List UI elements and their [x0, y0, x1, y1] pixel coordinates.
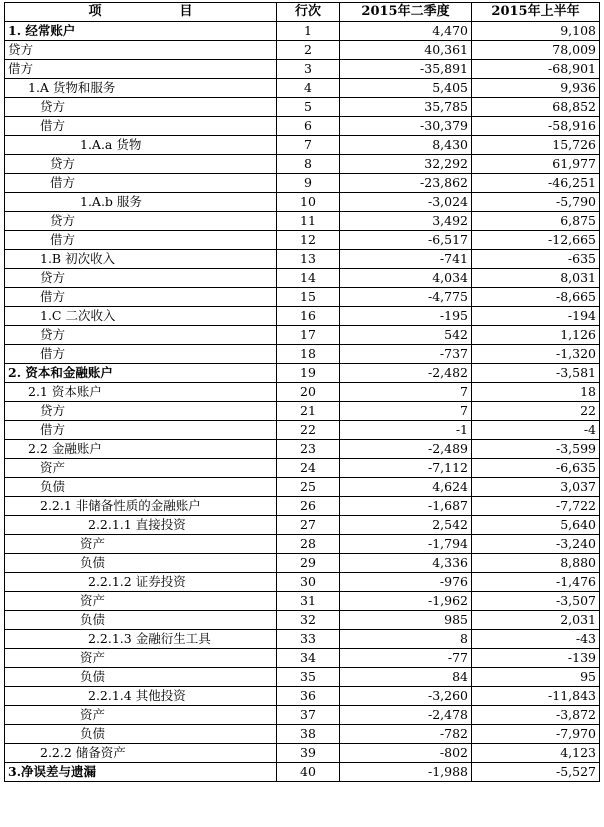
row-item-label: 借方 — [5, 174, 277, 193]
row-item-label: 贷方 — [5, 402, 277, 421]
row-h1-value: -58,916 — [472, 117, 600, 136]
row-line-number: 28 — [277, 535, 340, 554]
row-item-label: 1.C 二次收入 — [5, 307, 277, 326]
row-q2-value: -3,024 — [340, 193, 472, 212]
row-q2-value: 8,430 — [340, 136, 472, 155]
table-row — [5, 79, 600, 98]
row-h1-value: 6,875 — [472, 212, 600, 231]
table-row — [5, 345, 600, 364]
table-row — [5, 459, 600, 478]
row-h1-value: -7,970 — [472, 725, 600, 744]
table-row — [5, 554, 600, 573]
row-item-label: 借方 — [5, 117, 277, 136]
row-item-label: 2.2.1.1 直接投资 — [5, 516, 277, 535]
row-line-number: 14 — [277, 269, 340, 288]
row-line-number: 11 — [277, 212, 340, 231]
table-row — [5, 478, 600, 497]
row-h1-value: 5,640 — [472, 516, 600, 535]
row-line-number: 5 — [277, 98, 340, 117]
row-q2-value: 84 — [340, 668, 472, 687]
row-q2-value: -23,862 — [340, 174, 472, 193]
row-item-label: 负债 — [5, 668, 277, 687]
row-q2-value: -782 — [340, 725, 472, 744]
row-q2-value: -1,794 — [340, 535, 472, 554]
row-h1-value: 8,880 — [472, 554, 600, 573]
row-item-label: 贷方 — [5, 212, 277, 231]
table-row — [5, 592, 600, 611]
row-q2-value: -1,687 — [340, 497, 472, 516]
row-h1-value: 3,037 — [472, 478, 600, 497]
row-line-number: 38 — [277, 725, 340, 744]
row-item-label: 2.1 资本账户 — [5, 383, 277, 402]
row-line-number: 9 — [277, 174, 340, 193]
row-item-label: 2.2 金融账户 — [5, 440, 277, 459]
row-h1-value: 4,123 — [472, 744, 600, 763]
row-h1-value: -1,320 — [472, 345, 600, 364]
header-item-left: 项 — [88, 4, 102, 19]
table-row — [5, 535, 600, 554]
row-h1-value: -5,527 — [472, 763, 600, 782]
row-line-number: 32 — [277, 611, 340, 630]
row-line-number: 23 — [277, 440, 340, 459]
row-h1-value: -139 — [472, 649, 600, 668]
row-item-label: 资产 — [5, 459, 277, 478]
row-h1-value: 15,726 — [472, 136, 600, 155]
row-q2-value: -2,478 — [340, 706, 472, 725]
row-q2-value: 542 — [340, 326, 472, 345]
table-row — [5, 516, 600, 535]
row-line-number: 31 — [277, 592, 340, 611]
row-line-number: 36 — [277, 687, 340, 706]
row-item-label: 2. 资本和金融账户 — [5, 364, 277, 383]
row-item-label: 贷方 — [5, 98, 277, 117]
row-h1-value: 68,852 — [472, 98, 600, 117]
row-item-label: 资产 — [5, 649, 277, 668]
table-row — [5, 250, 600, 269]
row-item-label: 1.A 货物和服务 — [5, 79, 277, 98]
table-row — [5, 573, 600, 592]
row-line-number: 16 — [277, 307, 340, 326]
row-h1-value: 2,031 — [472, 611, 600, 630]
balance-of-payments-table — [4, 2, 600, 782]
row-line-number: 10 — [277, 193, 340, 212]
table-row — [5, 174, 600, 193]
row-item-label: 1.A.a 货物 — [5, 136, 277, 155]
row-item-label: 贷方 — [5, 269, 277, 288]
row-q2-value: 8 — [340, 630, 472, 649]
row-q2-value: -1 — [340, 421, 472, 440]
row-line-number: 8 — [277, 155, 340, 174]
row-line-number: 30 — [277, 573, 340, 592]
row-q2-value: -77 — [340, 649, 472, 668]
row-line-number: 18 — [277, 345, 340, 364]
row-q2-value: 40,361 — [340, 41, 472, 60]
row-h1-value: 9,108 — [472, 22, 600, 41]
header-q2: 2015年二季度 — [340, 3, 472, 22]
header-line: 行次 — [277, 3, 340, 22]
row-item-label: 负债 — [5, 554, 277, 573]
row-item-label: 1. 经常账户 — [5, 22, 277, 41]
row-line-number: 39 — [277, 744, 340, 763]
row-h1-value: 8,031 — [472, 269, 600, 288]
table-row — [5, 725, 600, 744]
row-h1-value: -11,843 — [472, 687, 600, 706]
row-item-label: 2.2.1.2 证券投资 — [5, 573, 277, 592]
row-q2-value: 5,405 — [340, 79, 472, 98]
row-line-number: 21 — [277, 402, 340, 421]
table-body — [5, 22, 600, 782]
row-item-label: 负债 — [5, 478, 277, 497]
table-row — [5, 744, 600, 763]
table-row — [5, 440, 600, 459]
table-row — [5, 326, 600, 345]
row-line-number: 26 — [277, 497, 340, 516]
table-row — [5, 706, 600, 725]
row-line-number: 19 — [277, 364, 340, 383]
header-item — [5, 3, 277, 22]
table-row — [5, 60, 600, 79]
table-row — [5, 687, 600, 706]
table-row — [5, 763, 600, 782]
table-row — [5, 630, 600, 649]
row-item-label: 资产 — [5, 706, 277, 725]
row-h1-value: -3,872 — [472, 706, 600, 725]
row-q2-value: -741 — [340, 250, 472, 269]
row-item-label: 1.B 初次收入 — [5, 250, 277, 269]
row-q2-value: -2,482 — [340, 364, 472, 383]
row-item-label: 贷方 — [5, 326, 277, 345]
row-h1-value: -7,722 — [472, 497, 600, 516]
row-h1-value: -43 — [472, 630, 600, 649]
row-line-number: 6 — [277, 117, 340, 136]
table-row — [5, 212, 600, 231]
table-row — [5, 497, 600, 516]
row-line-number: 17 — [277, 326, 340, 345]
row-h1-value: -12,665 — [472, 231, 600, 250]
row-item-label: 贷方 — [5, 41, 277, 60]
row-item-label: 资产 — [5, 535, 277, 554]
row-item-label: 3.净误差与遗漏 — [5, 763, 277, 782]
row-h1-value: -194 — [472, 307, 600, 326]
row-item-label: 2.2.2 储备资产 — [5, 744, 277, 763]
table-row — [5, 231, 600, 250]
header-row — [5, 3, 600, 22]
row-h1-value: -3,581 — [472, 364, 600, 383]
row-line-number: 1 — [277, 22, 340, 41]
row-h1-value: -4 — [472, 421, 600, 440]
row-h1-value: -3,240 — [472, 535, 600, 554]
table-row — [5, 136, 600, 155]
row-line-number: 33 — [277, 630, 340, 649]
row-q2-value: -1,988 — [340, 763, 472, 782]
row-item-label: 借方 — [5, 345, 277, 364]
row-q2-value: -30,379 — [340, 117, 472, 136]
row-item-label: 借方 — [5, 421, 277, 440]
table-row — [5, 649, 600, 668]
header-item-right: 目 — [179, 4, 193, 19]
row-q2-value: 7 — [340, 402, 472, 421]
row-h1-value: 95 — [472, 668, 600, 687]
row-q2-value: -6,517 — [340, 231, 472, 250]
row-h1-value: -5,790 — [472, 193, 600, 212]
row-line-number: 35 — [277, 668, 340, 687]
table-row — [5, 98, 600, 117]
row-q2-value: 4,470 — [340, 22, 472, 41]
table-row — [5, 269, 600, 288]
row-line-number: 29 — [277, 554, 340, 573]
row-line-number: 34 — [277, 649, 340, 668]
table-row — [5, 155, 600, 174]
row-h1-value: 1,126 — [472, 326, 600, 345]
table-row — [5, 402, 600, 421]
row-line-number: 25 — [277, 478, 340, 497]
row-item-label: 借方 — [5, 288, 277, 307]
row-line-number: 40 — [277, 763, 340, 782]
row-item-label: 借方 — [5, 231, 277, 250]
row-q2-value: 3,492 — [340, 212, 472, 231]
table-row — [5, 22, 600, 41]
row-item-label: 贷方 — [5, 155, 277, 174]
table-row — [5, 383, 600, 402]
row-q2-value: -802 — [340, 744, 472, 763]
row-q2-value: -2,489 — [340, 440, 472, 459]
table-row — [5, 193, 600, 212]
row-line-number: 24 — [277, 459, 340, 478]
table-row — [5, 364, 600, 383]
row-q2-value: -195 — [340, 307, 472, 326]
row-line-number: 12 — [277, 231, 340, 250]
row-item-label: 2.2.1.4 其他投资 — [5, 687, 277, 706]
row-q2-value: -3,260 — [340, 687, 472, 706]
row-h1-value: -3,599 — [472, 440, 600, 459]
row-q2-value: -7,112 — [340, 459, 472, 478]
row-line-number: 7 — [277, 136, 340, 155]
row-q2-value: 35,785 — [340, 98, 472, 117]
row-item-label: 2.2.1.3 金融衍生工具 — [5, 630, 277, 649]
row-h1-value: 22 — [472, 402, 600, 421]
row-q2-value: -1,962 — [340, 592, 472, 611]
row-line-number: 27 — [277, 516, 340, 535]
row-item-label: 资产 — [5, 592, 277, 611]
row-q2-value: 4,336 — [340, 554, 472, 573]
row-q2-value: 7 — [340, 383, 472, 402]
header-h1: 2015年上半年 — [472, 3, 600, 22]
row-h1-value: -3,507 — [472, 592, 600, 611]
row-h1-value: -46,251 — [472, 174, 600, 193]
row-h1-value: -1,476 — [472, 573, 600, 592]
row-line-number: 2 — [277, 41, 340, 60]
row-q2-value: -737 — [340, 345, 472, 364]
row-q2-value: 985 — [340, 611, 472, 630]
row-h1-value: -6,635 — [472, 459, 600, 478]
row-h1-value: 61,977 — [472, 155, 600, 174]
row-q2-value: 32,292 — [340, 155, 472, 174]
table-row — [5, 307, 600, 326]
row-item-label: 1.A.b 服务 — [5, 193, 277, 212]
row-line-number: 13 — [277, 250, 340, 269]
row-line-number: 3 — [277, 60, 340, 79]
row-q2-value: 2,542 — [340, 516, 472, 535]
row-h1-value: 9,936 — [472, 79, 600, 98]
table-row — [5, 611, 600, 630]
table-row — [5, 288, 600, 307]
row-item-label: 2.2.1 非储备性质的金融账户 — [5, 497, 277, 516]
row-h1-value: -68,901 — [472, 60, 600, 79]
row-h1-value: -8,665 — [472, 288, 600, 307]
row-q2-value: -976 — [340, 573, 472, 592]
table-row — [5, 117, 600, 136]
row-line-number: 22 — [277, 421, 340, 440]
row-item-label: 借方 — [5, 60, 277, 79]
row-item-label: 负债 — [5, 725, 277, 744]
row-line-number: 37 — [277, 706, 340, 725]
row-item-label: 负债 — [5, 611, 277, 630]
row-line-number: 20 — [277, 383, 340, 402]
row-line-number: 4 — [277, 79, 340, 98]
row-q2-value: 4,624 — [340, 478, 472, 497]
row-h1-value: 18 — [472, 383, 600, 402]
row-h1-value: -635 — [472, 250, 600, 269]
table-row — [5, 41, 600, 60]
row-q2-value: -4,775 — [340, 288, 472, 307]
row-h1-value: 78,009 — [472, 41, 600, 60]
row-q2-value: 4,034 — [340, 269, 472, 288]
row-line-number: 15 — [277, 288, 340, 307]
table-row — [5, 668, 600, 687]
row-q2-value: -35,891 — [340, 60, 472, 79]
table-row — [5, 421, 600, 440]
